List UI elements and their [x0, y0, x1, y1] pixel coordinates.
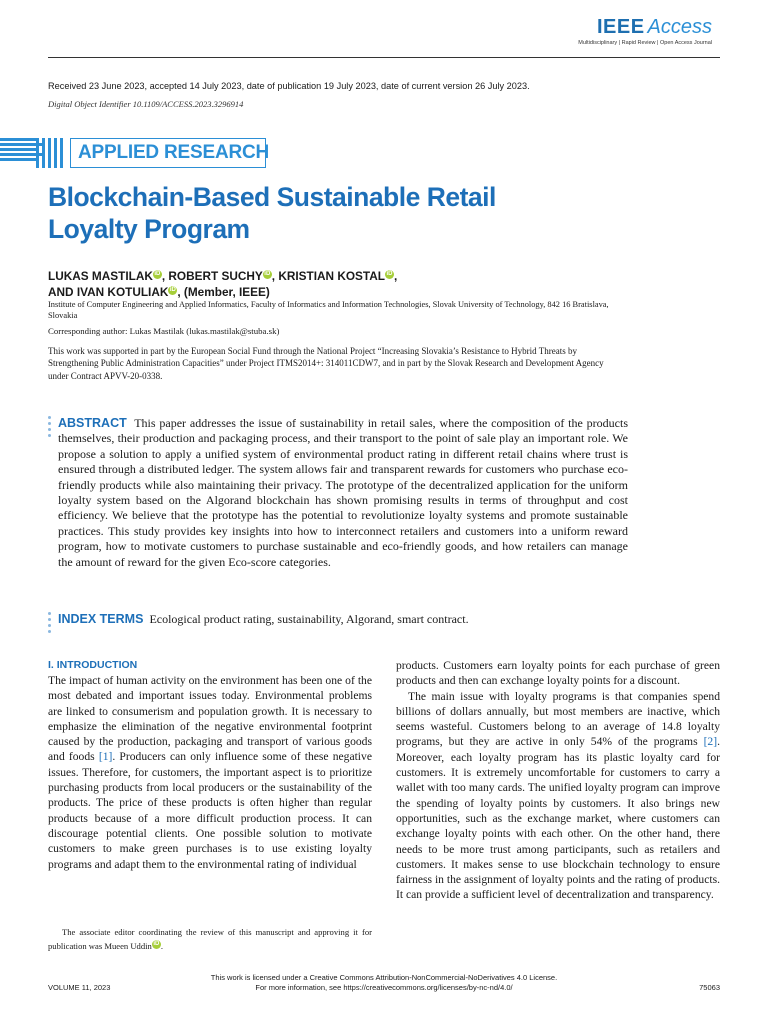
corresponding-author: Corresponding author: Lukas Mastilak (lukas.mastilak@stuba.sk): [48, 326, 280, 336]
abstract: [58, 416, 628, 570]
left-column: [48, 673, 372, 872]
license-notice: [0, 973, 768, 993]
affiliation: Institute of Computer Engineering and Applied Informatics, Faculty of Informatics and Information Technologies, Slovak University of Technology, 842 16 Bratislava, Slovakia: [48, 300, 609, 320]
index-terms-label: INDEX TERMS: [58, 612, 144, 626]
index-terms-text: Ecological product rating, sustainability, Algorand, smart contract.: [149, 612, 469, 626]
banner-bars: [36, 138, 63, 168]
orcid-icon[interactable]: iD: [386, 271, 393, 278]
logo-access-text: Access: [647, 16, 712, 38]
volume-label: VOLUME 11, 2023: [48, 983, 111, 992]
orcid-icon[interactable]: iD: [154, 271, 161, 278]
title-line-2: Loyalty Program: [48, 214, 250, 244]
publication-dates: Received 23 June 2023, accepted 14 July 2023, date of publication 19 July 2023, date of current version 26 July 2023.: [48, 81, 530, 91]
doi: Digital Object Identifier 10.1109/ACCESS.2023.3296914: [48, 99, 244, 109]
license-line-2[interactable]: For more information, see https://creativecommons.org/licenses/by-nc-nd/4.0/: [255, 983, 513, 992]
author-1: LUKAS MASTILAK: [48, 269, 153, 283]
orcid-icon[interactable]: iD: [153, 941, 160, 948]
abstract-dots: [48, 416, 51, 437]
logo-ieee-text: IEEE: [596, 16, 645, 38]
index-terms-dots: [48, 612, 51, 633]
author-4-tail: , (Member, IEEE): [177, 285, 270, 299]
citation-link[interactable]: [2]: [703, 735, 718, 749]
right-column: [396, 658, 720, 903]
author-2: , ROBERT SUCHY: [161, 269, 263, 283]
author-4: AND IVAN KOTULIAK: [48, 285, 169, 299]
header-rule: [48, 57, 720, 58]
abstract-text: This paper addresses the issue of sustainability in retail sales, where the composition of the products themselves, their production and packaging process, and their transport to the point of sale play an important role. We propose a solution to apply a unified system of environmental product rating in different retail chains where trust is ensured through a distributed ledger. The system allows fair and transparent rewards for customers who purchase eco-friendly products while also maintaining their privacy. The prototype of the decentralized application for the uniform loyalty system based on the Algorand blockchain has shown promising results in terms of throughput and cost efficiency. We believe that the prototype has the potential to revolutionize loyalty systems and promote sustainable practices. This study provides key insights into how to interconnect retailers and customers into a uniform reward program, how to motivate customers to purchase sustainable and eco-friendly goods, and how retailers can manage the amount of reward for the given Eco-score categories.: [58, 416, 628, 569]
footnote: The associate editor coordinating the review of this manuscript and approving it for publication was Mueen Uddin iD .: [48, 927, 372, 951]
citation-link[interactable]: [1]: [98, 750, 113, 764]
page-number: 75063: [699, 983, 720, 992]
orcid-icon[interactable]: iD: [169, 287, 176, 294]
logo-subtitle: Multidisciplinary | Rapid Review | Open Access Journal: [578, 40, 712, 46]
abstract-label: ABSTRACT: [58, 416, 127, 430]
author-list: [48, 268, 708, 300]
intro-paragraph-1: The impact of human activity on the environment has been one of the most debated and important issues today. Environmental problems are linked to consumerism and population growth. It is necessary to emphasize the elimination of the negative environmental footprint caused by the production, packaging and transport of various goods and foods [1]. Producers can only influence some of these negative issues. Therefore, for customers, the important aspect is to prioritize purchasing products from local producers or the sustainability of the products. The price of these products is often higher than regular products because of a more difficult production process. It can discourage potential clients. One possible solution to motivate customers to make green purchases is to use existing loyalty programs and adapt them to the environmental rating of individual: [48, 674, 372, 871]
title-line-1: Blockchain-Based Sustainable Retail: [48, 182, 496, 212]
journal-logo: [578, 16, 712, 46]
author-3: , KRISTIAN KOSTAL: [271, 269, 385, 283]
license-line-1: This work is licensed under a Creative Commons Attribution-NonCommercial-NoDerivatives 4.0 License.: [210, 973, 558, 982]
index-terms: [58, 612, 628, 627]
section-heading-introduction: I. INTRODUCTION: [48, 659, 138, 671]
intro-paragraph-1-cont: products. Customers earn loyalty points for each purchase of green products and then can exchange loyalty points for a discount.: [396, 659, 720, 688]
funding-note: This work was supported in part by the European Social Fund through the National Project “Increasing Slovakia’s Resistance to Hybrid Threats by Strengthening Public Administration Capacities” under Project ITMS2014+: 314011CDW7, and in part by the Slovak Research and Development Agency under Contract APVV-20-0338.: [48, 346, 604, 381]
paper-title: [48, 181, 708, 245]
orcid-icon[interactable]: iD: [264, 271, 271, 278]
author-3-tail: ,: [393, 269, 398, 283]
section-banner: APPLIED RESEARCH: [78, 142, 270, 163]
intro-paragraph-2: The main issue with loyalty programs is that companies spend billions of dollars annually, but most members are inactive, which seems wasteful. Customers belong to an average of 14.8 loyalty programs, but they are active in only 54% of the programs [2]. Moreover, each loyalty program has its plastic loyalty card for customers. It is extremely uncomfortable for customers to carry a wallet with too many cards. The unified loyalty program can improve the spending of loyalty points by customers. It also brings new opportunities, such as the exchange market, where customers can exchange loyalty points with each other. On the other hand, there needs to be more trust among participants, such as retailers and customers. It makes sense to use blockchain technology to ensure fairness in the assignment of loyalty points and the rating of products. It can provide a sufficient level of decentralization and transparency.: [396, 689, 720, 902]
